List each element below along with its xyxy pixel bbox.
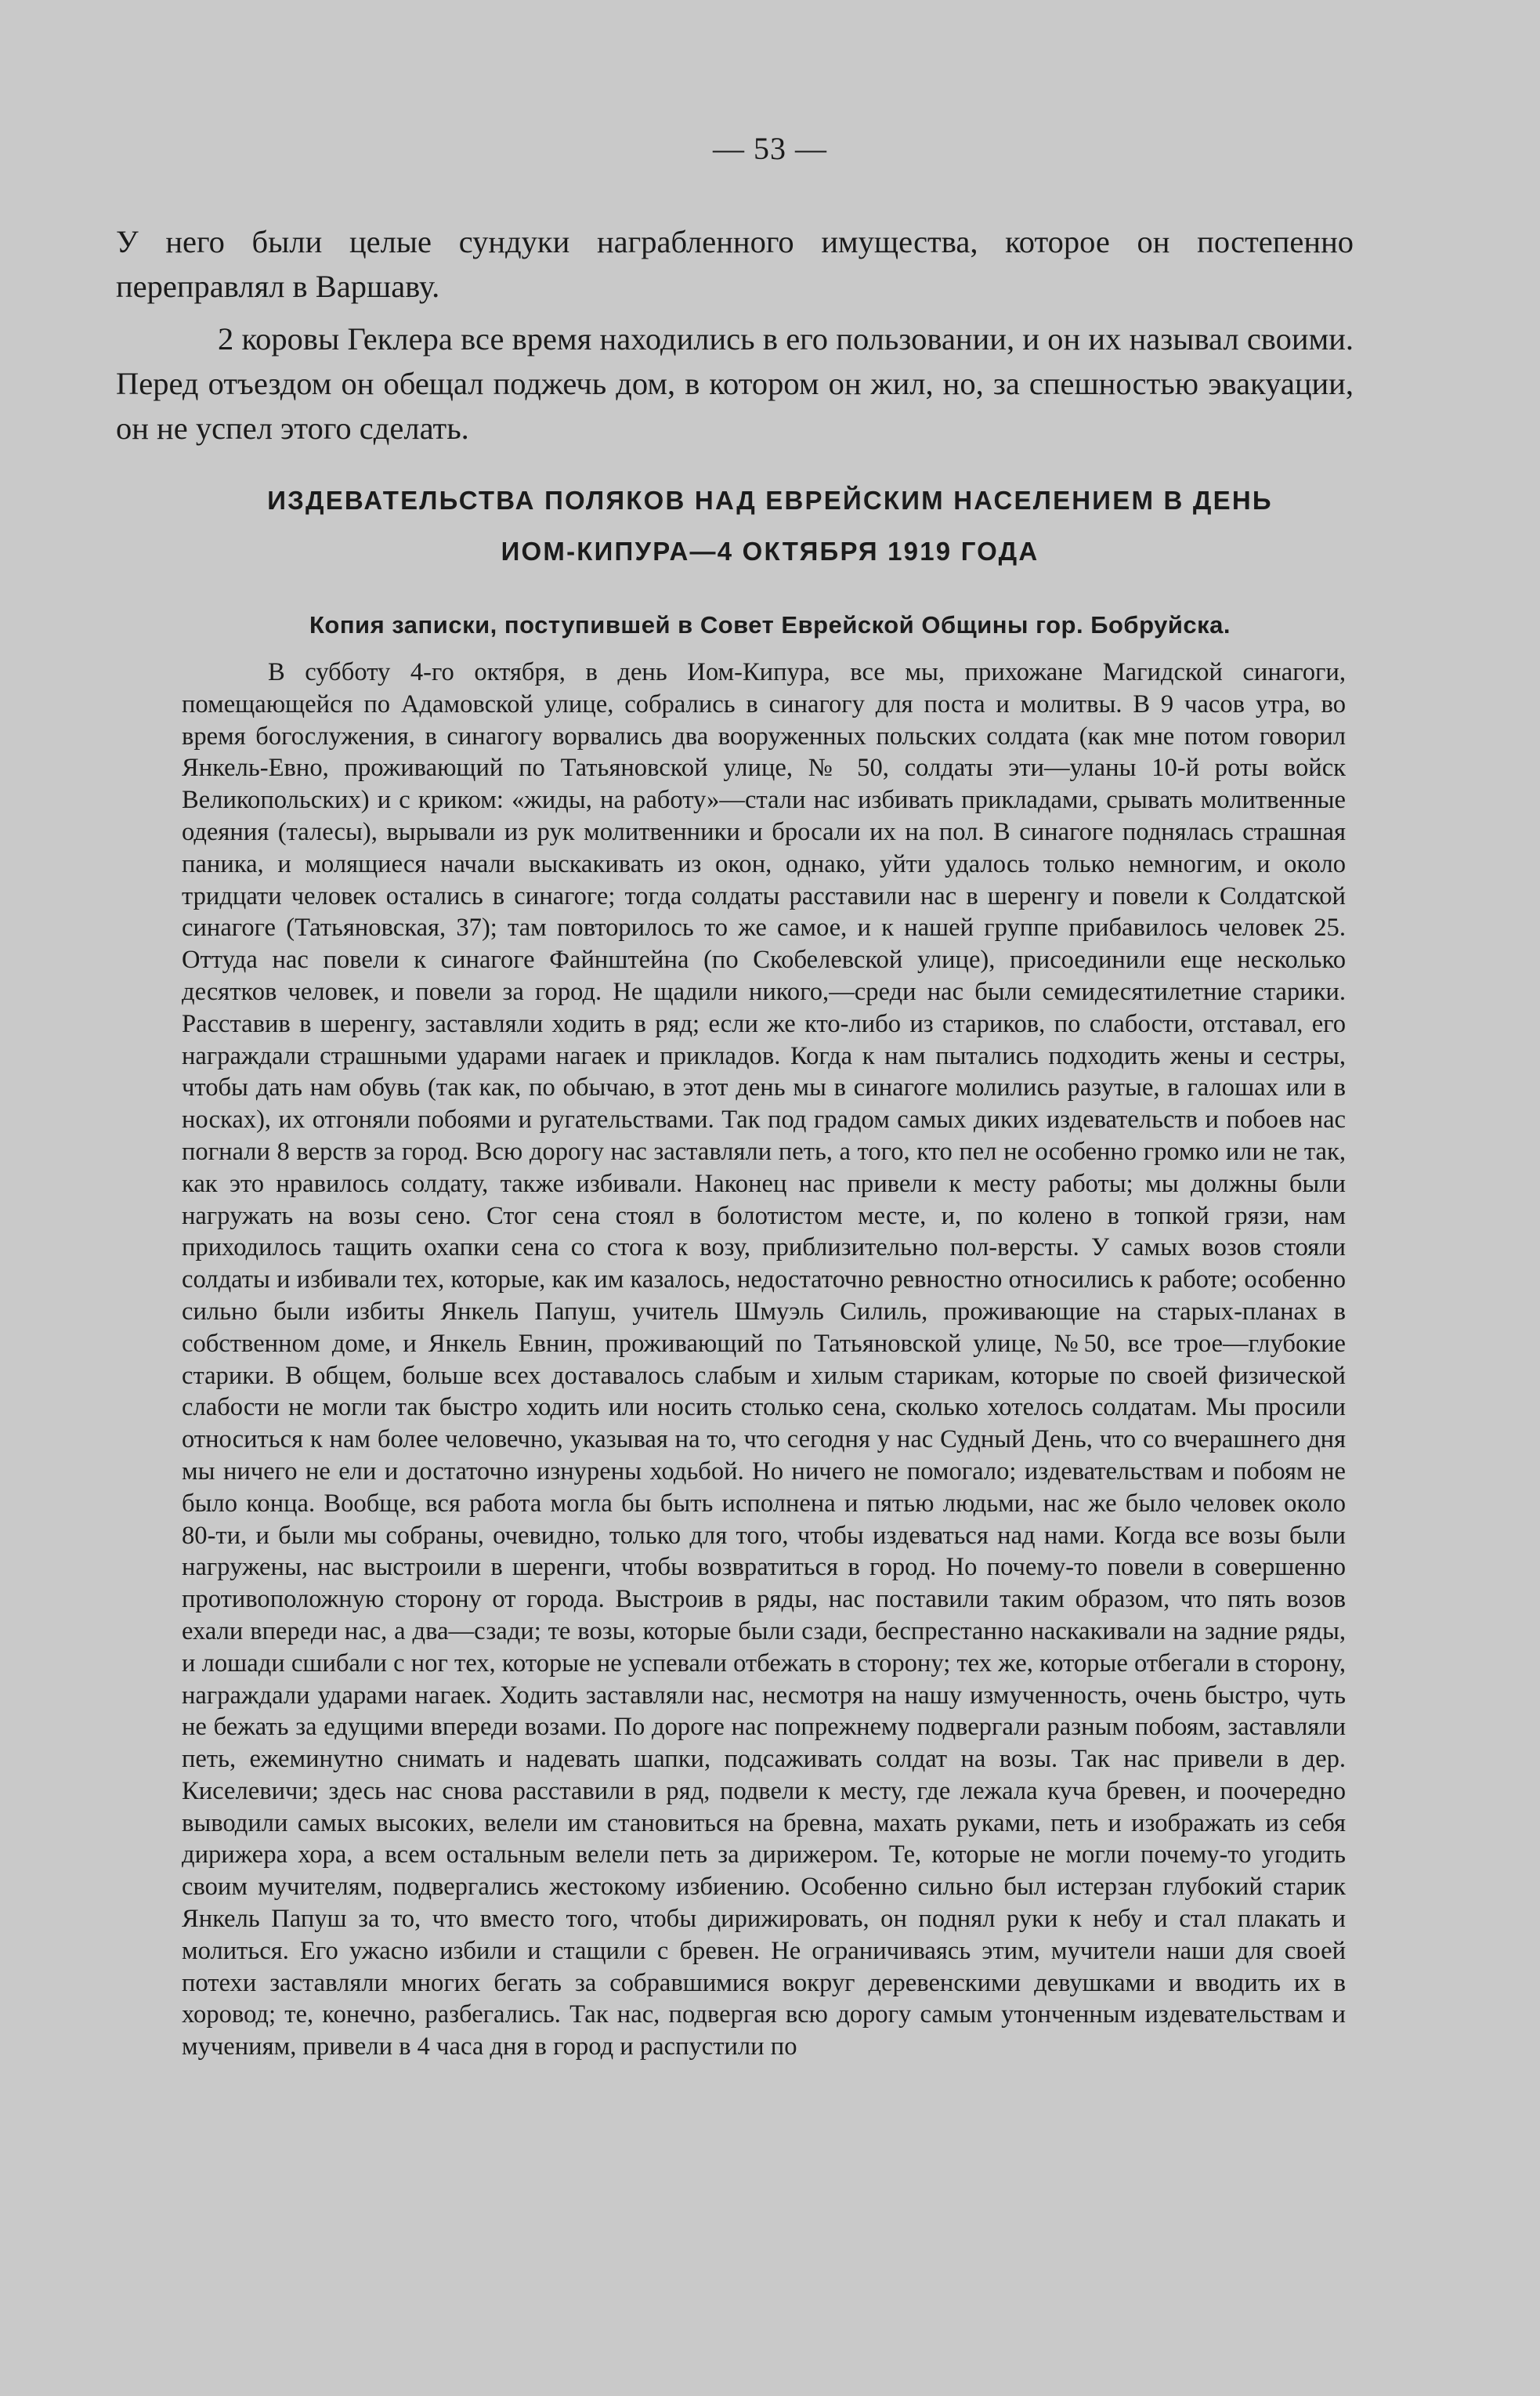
intro-paragraph-1: У него были целые сундуки награбленного имущества, которое он постепенно переправлял в Варшаву. [116,224,1354,304]
section-body: В субботу 4-го октября, в день Иом-Кипура, все мы, прихожане Магидской синагоги, помещающейся по Адамовской улице, собрались в синагогу для поста и молитвы. В 9 часов утра, во время богослужения, в синагогу ворвались два вооруженных польских солдата (как мне потом говорил Янкель-Евно, проживающий по Татьяновской улице, № 50, солдаты эти—уланы 10-й роты войск Великопольских) и с криком: «жиды, на работу»—стали нас избивать прикладами, срывать молитвенные одеяния (талесы), вырывали из рук молитвенники и бросали их на пол. В синагоге поднялась страшная паника, и молящиеся начали выскакивать из окон, однако, уйти удалось только немногим, и около тридцати человек остались в синагоге; тогда солдаты расставили нас в шеренгу и повели к Солдатской синагоге (Татьяновская, 37); там повторилось то же самое, и к нашей группе прибавилось человек 25. Оттуда нас повели к синагоге Файнштейна (по Скобелевской улице), присоединили еще несколько десятков человек, и повели за город. Не щадили никого,—среди нас были семидесятилетние старики. Расставив в шеренгу, заставляли ходить в ряд; если же кто-либо из стариков, по слабости, отставал, его награждали страшными ударами нагаек и прикладов. Когда к нам пытались подходить жены и сестры, чтобы дать нам обувь (так как, по обычаю, в этот день мы в синагоге молились разутые, в галошах или в носках), их отгоняли побоями и ругательствами. Так под градом самых диких издевательств и побоев нас погнали 8 верств за город. Всю дорогу нас заставляли петь, а того, кто пел не особенно громко или не так, как это нравилось солдату, также избивали. Наконец нас привели к месту работы; мы должны были нагружать на возы сено. Стог сена стоял в болотистом месте, и, по колено в топкой грязи, нам приходилось тащить охапки сена со стога к возу, приблизительно пол-версты. У самых возов стояли солдаты и избивали тех, которые, как им казалось, недостаточно ревностно относились к работе; особенно сильно были избиты Янкель Папуш, учитель Шмуэль Силиль, проживающие на старых-планах в собственном доме, и Янкель Евнин, проживающий по Татьяновской улице, №50, все трое—глубокие старики. В общем, больше всех доставалось слабым и хилым старикам, которые по своей физической слабости не могли так быстро ходить или носить столько сена, сколько хотелось солдатам. Мы просили относиться к нам более человечно, указывая на то, что сегодня у нас Судный День, что со вчерашнего дня мы ничего не ели и достаточно изнурены ходьбой. Но ничего не помогало; издевательствам и побоям не было конца. Вообще, вся работа могла бы быть исполнена и пятью людьми, нас же было человек около 80-ти, и были мы собраны, очевидно, только для того, чтобы издеваться над нами. Когда все возы были нагружены, нас выстроили в шеренги, чтобы возвратиться в город. Но почему-то повели в совершенно противоположную сторону от города. Выстроив в ряды, нас поставили таким образом, что пять возов ехали впереди нас, а два—сзади; те возы, которые были сзади, беспрестанно наскакивали на задние ряды, и лошади сшибали с ног тех, которые не успевали отбежать в сторону; тех же, которые отбегали в сторону, награждали ударами нагаек. Ходить заставляли нас, несмотря на нашу измученность, очень быстро, чуть не бежать за едущими впереди возами. По дороге нас попрежнему подвергали разным побоям, заставляли петь, ежеминутно снимать и надевать шапки, подсаживать солдат на возы. Так нас привели в дер. Киселевичи; здесь нас снова расставили в ряд, подвели к месту, где лежала куча бревен, и поочередно выводили самых высоких, велели им становиться на бревна, махать руками, петь и изображать из себя дирижера хора, а всем остальным велели петь за дирижером. Те, которые не могли почему-то угодить своим мучителям, подвергались жестокому избиению. Особенно сильно был истерзан глубокий старик Янкель Папуш за то, что вместо того, чтобы дирижировать, он поднял руки к небу и стал плакать и молиться. Его ужасно избили и стащили с бревен. Не ограничиваясь этим, мучители наши для своей потехи заставляли многих бегать за собравшимися вокруг деревенскими девушками и вводить их в хоровод; те, конечно, разбегались. Так нас, подвергая всю дорогу самым утонченным издевательствам и мучениям, привели в 4 часа дня в город и распустили по [182,658,1346,2061]
section-title-line-2: ИОМ-КИПУРА—4 ОКТЯБРЯ 1919 ГОДА [501,537,1039,566]
page-number: — 53 — [713,131,827,166]
section-title-line-1: ИЗДЕВАТЕЛЬСТВА ПОЛЯКОВ НАД ЕВРЕЙСКИМ НАСЕЛЕНИЕМ В ДЕНЬ [267,486,1273,515]
intro-paragraph-2: 2 коровы Геклера все время находились в его пользовании, и он их называл своими. Перед отъездом он обещал поджечь дом, в котором он жил, но, за спешностью эвакуации, он не успел этого сделать. [116,321,1354,446]
intro-text [116,219,1354,451]
section-subtitle: Копия записки, поступившей в Совет Еврейской Общины гор. Бобруйска. [309,611,1231,639]
